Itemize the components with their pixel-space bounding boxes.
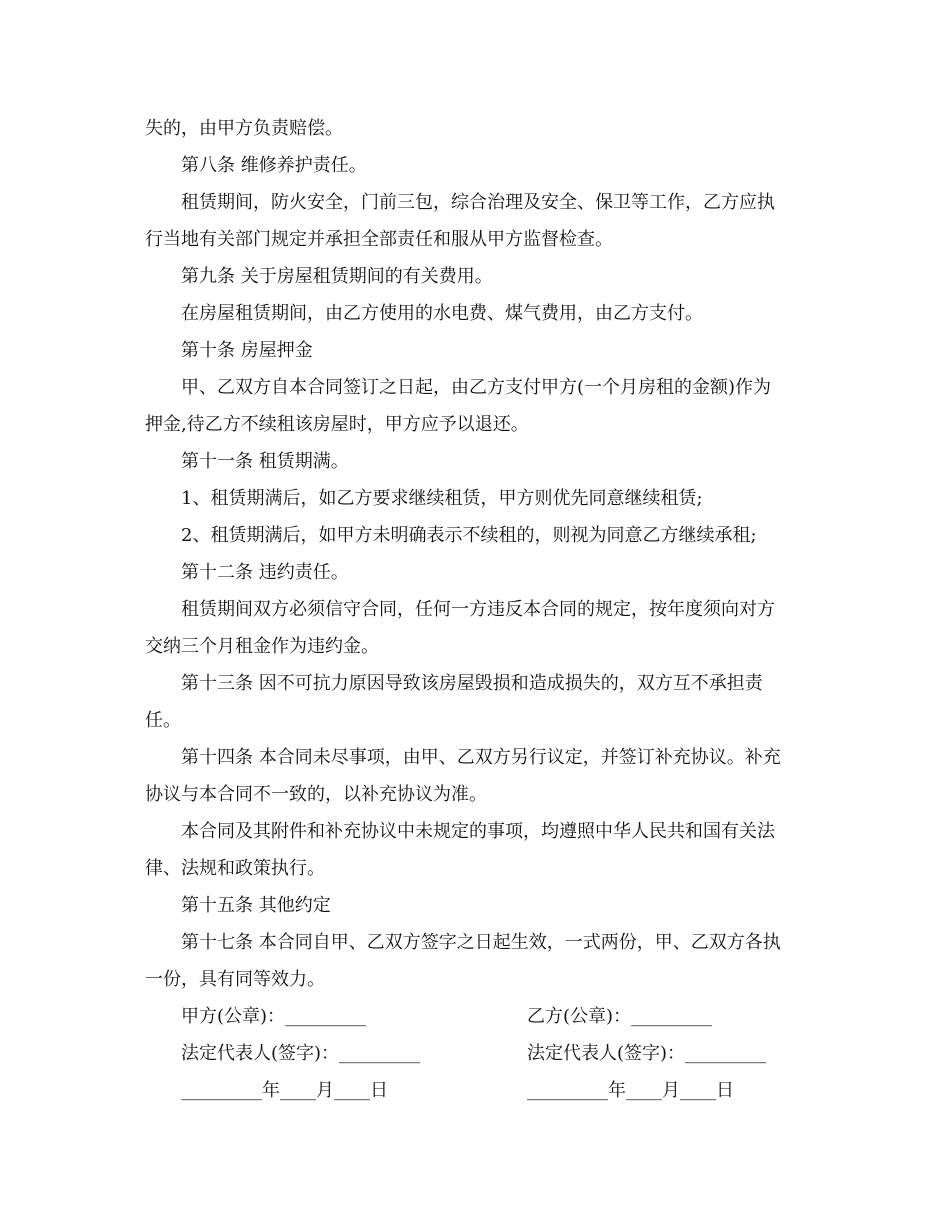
text-line: 交纳三个月租金作为违约金。 [145,636,379,657]
article-heading: 第九条 关于房屋租赁期间的有关费用。 [181,266,493,287]
party-a-representative-field: 法定代表人(签字)：_________ [181,1043,421,1064]
text-line: 本合同及其附件和补充协议中未规定的事项，均遵照中华人民共和国有关法 [181,821,775,842]
text-line: 在房屋租赁期间，由乙方使用的水电费、煤气费用，由乙方支付。 [181,303,703,324]
text-line: 失的，由甲方负责赔偿。 [145,118,343,139]
article-heading: 第十三条 因不可抗力原因导致该房屋毁损和造成损失的，双方互不承担责 [181,673,763,694]
party-b-date-field: _________年____月____日 [527,1080,734,1101]
article-heading: 第十四条 本合同未尽事项，由甲、乙双方另行议定，并签订补充协议。补充 [181,747,781,768]
article-heading: 第十二条 违约责任。 [181,562,349,583]
text-line: 一份，具有同等效力。 [145,969,325,990]
party-a-seal-field: 甲方(公章)：_________ [181,1006,367,1027]
text-line: 行当地有关部门规定并承担全部责任和服从甲方监督检查。 [145,229,613,250]
text-line: 1、租赁期满后，如乙方要求继续租赁，甲方则优先同意继续租赁; [181,488,703,509]
text-line: 租赁期间，防火安全，门前三包，综合治理及安全、保卫等工作，乙方应执 [181,192,775,213]
text-line: 协议与本合同不一致的，以补充协议为准。 [145,784,487,805]
text-line: 租赁期间双方必须信守合同，任何一方违反本合同的规定，按年度须向对方 [181,599,775,620]
text-line: 2、租赁期满后，如甲方未明确表示不续租的，则视为同意乙方继续承租; [181,525,757,546]
article-heading: 第八条 维修养护责任。 [181,155,367,176]
text-line: 押金,待乙方不续租该房屋时，甲方应予以退还。 [145,414,529,435]
text-line: 甲、乙双方自本合同签订之日起，由乙方支付甲方(一个月房租的金额)作为 [181,377,772,398]
party-b-seal-field: 乙方(公章)：_________ [527,1006,713,1027]
party-a-date-field: _________年____月____日 [181,1080,388,1101]
article-heading: 第十一条 租赁期满。 [181,451,349,472]
party-b-representative-field: 法定代表人(签字)：_________ [527,1043,767,1064]
article-heading: 第十五条 其他约定 [181,895,331,916]
text-line: 律、法规和政策执行。 [145,858,325,879]
text-line: 任。 [145,710,181,731]
article-heading: 第十条 房屋押金 [181,340,313,361]
article-heading: 第十七条 本合同自甲、乙双方签字之日起生效，一式两份，甲、乙双方各执 [181,932,781,953]
